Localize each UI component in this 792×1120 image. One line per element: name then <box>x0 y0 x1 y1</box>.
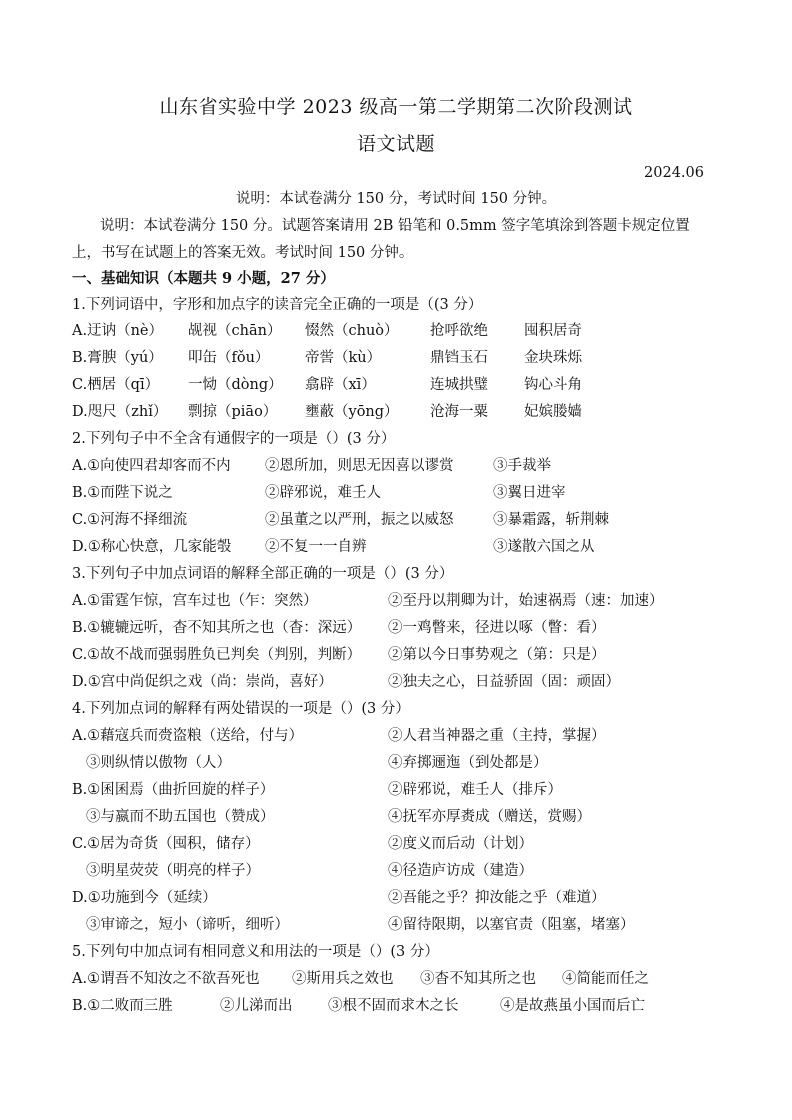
q1-c-3: 翕辟（xī） <box>305 377 376 393</box>
q1-b-5: 金块珠烁 <box>524 350 582 366</box>
q4-c-4: ④径造庐访成（建造） <box>388 863 533 879</box>
q5-stem: 5.下列句中加点词有相同意义和用法的一项是（）(3 分） <box>72 944 439 960</box>
q2-c-3: ③暴霜露，斩荆棘 <box>493 512 609 528</box>
q3-b-2: ②一鸡瞥来，径进以啄（瞥：看） <box>388 620 606 636</box>
q3-b-1: B.①辘辘远听，杳不知其所之也（杳：深远） <box>72 620 362 636</box>
exam-title: 山东省实验中学 2023 级高一第二学期第二次阶段测试 <box>159 96 633 118</box>
note-long-line2: 上，书写在试题上的答案无效。考试时间 150 分钟。 <box>72 245 414 261</box>
q3-a-2: ②至丹以荆卿为计，始速祸焉（速：加速） <box>388 593 664 609</box>
q4-b-3: ③与嬴而不助五国也（赞成） <box>86 809 275 825</box>
q3-d-2: ②独夫之心，日益骄固（固：顽固） <box>388 674 620 690</box>
q3-c-2: ②第以今日事势观之（第：只是） <box>388 647 606 663</box>
q4-b-4: ④抚军亦厚赉成（赠送，赏赐） <box>388 809 591 825</box>
q4-b-1: B.①囷囷焉（曲折回旋的样子） <box>72 782 275 798</box>
q2-b-1: B.①而陛下说之 <box>72 485 173 501</box>
note-short: 说明：本试卷满分 150 分，考试时间 150 分钟。 <box>235 191 557 207</box>
q5-b-2: ②儿涕而出 <box>220 998 293 1014</box>
q4-d-3: ③审谛之，短小（谛听，细听） <box>86 917 289 933</box>
q2-a-1: A.①向使四君却客而不内 <box>72 458 231 474</box>
q2-b-2: ②辟邪说，难壬人 <box>265 485 381 501</box>
q4-a-3: ③则纵情以傲物（人） <box>86 755 231 771</box>
q5-a-3: ③杳不知其所之也 <box>420 971 536 987</box>
q1-a-5: 囤积居奇 <box>524 323 582 339</box>
q3-c-1: C.①故不战而强弱胜负已判矣（判别，判断） <box>72 647 362 663</box>
q4-a-1: A.①藉寇兵而赍盗粮（送给，付与） <box>72 728 304 744</box>
q1-b-1: B.膏腴（yú） <box>72 350 163 366</box>
q1-d-4: 沧海一粟 <box>430 404 488 420</box>
q4-d-4: ④留待限期，以塞官责（阻塞，堵塞） <box>388 917 635 933</box>
q1-stem: 1.下列词语中，字形和加点字的读音完全正确的一项是（(3 分） <box>72 297 483 313</box>
q5-a-2: ②斯用兵之效也 <box>292 971 394 987</box>
q5-a-1: A.①谓吾不知汝之不欲吾死也 <box>72 971 260 987</box>
q3-a-1: A.①雷霆乍惊，宫车过也（乍：突然） <box>72 593 318 609</box>
q1-a-2: 觇视（chān） <box>188 323 282 339</box>
exam-subtitle: 语文试题 <box>356 133 435 155</box>
q1-c-1: C.栖居（qī） <box>72 377 160 393</box>
q2-d-1: D.①称心快意，几家能彀 <box>72 539 232 555</box>
q1-d-3: 壅蔽（yōng） <box>305 404 399 420</box>
q1-b-4: 鼎铛玉石 <box>430 350 488 366</box>
q2-a-3: ③手裁举 <box>493 458 551 474</box>
q4-a-2: ②人君当神器之重（主持，掌握） <box>388 728 606 744</box>
exam-date: 2024.06 <box>644 165 704 181</box>
q2-d-3: ③遂散六国之从 <box>493 539 595 555</box>
q1-c-2: 一恸（dòng） <box>188 377 283 393</box>
q5-b-3: ③根不固而求木之长 <box>328 998 459 1014</box>
q4-d-1: D.①功施到今（延续） <box>72 890 217 906</box>
q2-c-1: C.①河海不择细流 <box>72 512 188 528</box>
q1-b-3: 帝喾（kù） <box>305 350 382 366</box>
q1-c-4: 连城拱璧 <box>430 377 488 393</box>
q2-b-3: ③翼日进宰 <box>493 485 566 501</box>
q4-c-1: C.①居为奇货（囤积，储存） <box>72 836 260 852</box>
q1-d-5: 妃嫔媵嫱 <box>524 404 582 420</box>
q2-d-2: ②不复一一自辨 <box>265 539 367 555</box>
q1-a-3: 惙然（chuò） <box>305 323 399 339</box>
q5-b-4: ④是故燕虽小国而后亡 <box>500 998 645 1014</box>
q4-c-2: ②度义而后动（计划） <box>388 836 533 852</box>
q4-c-3: ③明星荧荧（明亮的样子） <box>86 863 260 879</box>
q4-stem: 4.下列加点词的解释有两处错误的一项是（）(3 分） <box>72 701 410 717</box>
q2-a-2: ②恩所加，则思无因喜以谬赏 <box>265 458 454 474</box>
q4-a-4: ④弃掷逦迤（到处都是） <box>388 755 548 771</box>
q1-c-5: 钩心斗角 <box>524 377 582 393</box>
q5-a-4: ④简能而任之 <box>562 971 649 987</box>
q4-b-2: ②辟邪说，难壬人（排斥） <box>388 782 562 798</box>
q1-b-2: 叩缶（fǒu） <box>188 350 270 366</box>
q3-d-1: D.①宫中尚促织之戏（尚：崇尚，喜好） <box>72 674 333 690</box>
q2-stem: 2.下列句子中不全含有通假字的一项是（）(3 分） <box>72 431 396 447</box>
note-long-line1: 说明：本试卷满分 150 分。试题答案请用 2B 铅笔和 0.5mm 签字笔填涂到答题卡规定位置 <box>100 218 690 234</box>
section-heading: 一、基础知识（本题共 9 小题，27 分） <box>72 270 335 287</box>
q1-d-2: 剽掠（piāo） <box>188 404 278 420</box>
q1-d-1: D.咫尺（zhǐ） <box>72 404 168 420</box>
q3-stem: 3.下列句子中加点词语的解释全部正确的一项是（）(3 分） <box>72 566 454 582</box>
q1-a-1: A.迂讷（nè） <box>72 323 163 339</box>
q1-a-4: 抢呼欲绝 <box>430 323 488 339</box>
q5-b-1: B.①二败而三胜 <box>72 998 173 1014</box>
q4-d-2: ②吾能之乎？抑汝能之乎（难道） <box>388 890 606 906</box>
q2-c-2: ②虽董之以严刑，振之以威怒 <box>265 512 454 528</box>
